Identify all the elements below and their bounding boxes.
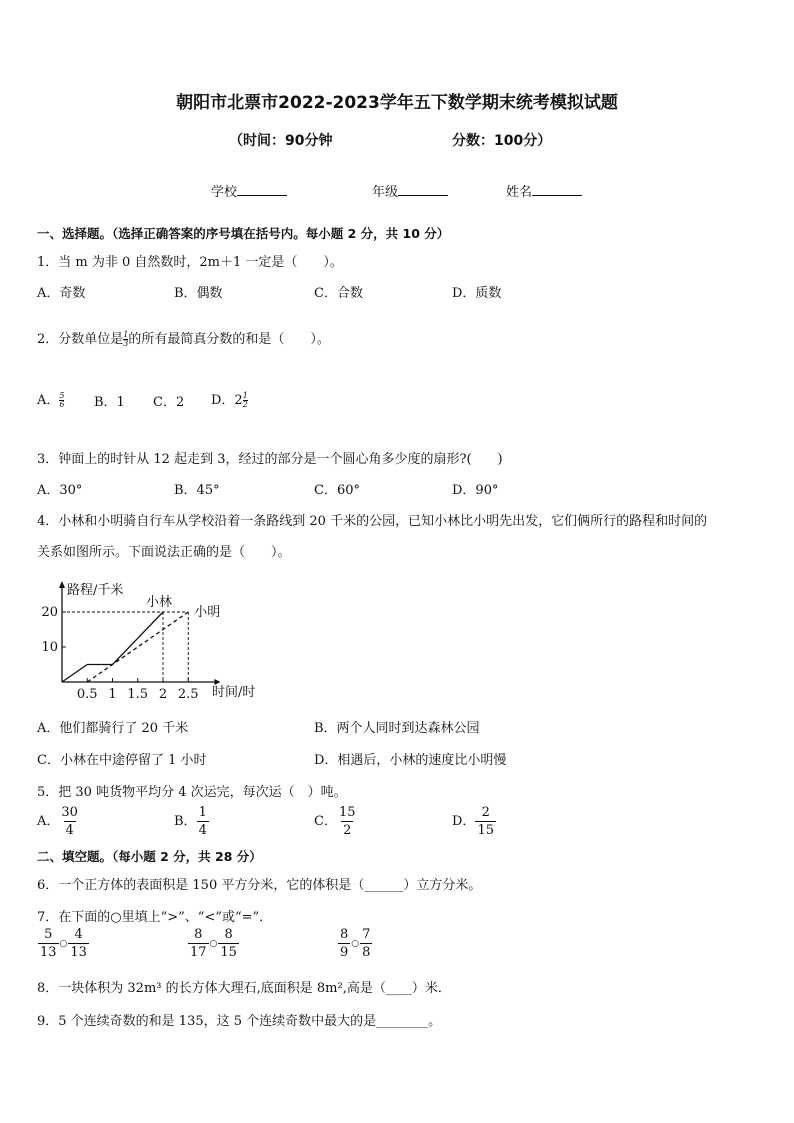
q5-stem: 5．把 30 吨货物平均分 4 次运完，每次运（ ）吨。: [37, 785, 347, 800]
x-axis-label: 时间/时: [212, 685, 256, 700]
q7-pair3-circle[interactable]: ○: [351, 938, 360, 949]
q9-stem: 9．5 个连续奇数的和是 135，这 5 个连续奇数中最大的是________。: [37, 1014, 442, 1029]
school-field[interactable]: [211, 181, 287, 200]
section1-heading: 一、选择题。（选择正确答案的序号填在括号内。每小题 2 分，共 10 分）: [37, 226, 450, 241]
series-label-xiaolin: 小林: [145, 595, 173, 610]
q5-option-d[interactable]: [452, 806, 496, 837]
school-blank[interactable]: [237, 183, 287, 196]
q7-pair1-right-num: 4: [74, 927, 83, 942]
grade-label: 年级: [372, 185, 399, 200]
q5-option-c-den: 2: [343, 823, 352, 838]
q5-option-c[interactable]: [314, 806, 358, 837]
q3-option-d[interactable]: D．90°: [452, 483, 499, 498]
q2-stem: [37, 328, 330, 348]
name-blank[interactable]: [532, 183, 582, 196]
q2-option-a-fraction: [59, 392, 64, 409]
q2-option-d-num: 1: [242, 391, 248, 400]
q7-pair1-left-den: 13: [40, 945, 57, 960]
page-title: 朝阳市北票市2022-2023学年五下数学期末统考模拟试题: [176, 93, 618, 113]
q4-option-d[interactable]: D．相遇后，小林的速度比小明慢: [314, 753, 507, 768]
q1-option-b[interactable]: B．偶数: [174, 286, 223, 301]
q2-stem-before: 2．分数单位是: [37, 332, 124, 347]
grade-field[interactable]: [372, 181, 448, 200]
q1-stem: 1．当 m 为非 0 自然数时，2m＋1 一定是（ ）。: [37, 255, 343, 270]
q5-option-a-num: 30: [61, 805, 78, 820]
q4-option-c[interactable]: C．小林在中途停留了 1 小时: [37, 753, 207, 768]
q4-option-a[interactable]: A．他们都骑行了 20 千米: [37, 721, 189, 736]
q4-distance-time-chart: [36, 578, 276, 703]
name-label: 姓名: [506, 185, 533, 200]
x-tick-label-1: 1: [108, 687, 117, 702]
grade-blank[interactable]: [398, 183, 448, 196]
q7-compare-1[interactable]: [38, 928, 89, 959]
q5-option-a-fraction: [59, 806, 80, 837]
q7-pair2-right-num: 8: [224, 927, 233, 942]
x-tick-label-0: 0.5: [76, 687, 98, 702]
q4-stem-line1: 4．小林和小明骑自行车从学校沿着一条路线到 20 千米的公园，已知小林比小明先出发，它们俩所行的路程和时间的: [37, 514, 708, 529]
q5-option-a[interactable]: [37, 806, 80, 837]
q5-option-a-den: 4: [65, 823, 74, 838]
q5-option-a-label: A．: [37, 814, 60, 829]
section2-heading: 二、填空题。（每小题 2 分，共 28 分）: [37, 849, 262, 864]
q3-option-c[interactable]: C．60°: [314, 483, 360, 498]
q7-pair2-right: [218, 928, 239, 959]
q5-option-b-num: 1: [198, 805, 207, 820]
q5-option-d-label: D．: [452, 814, 476, 829]
q7-pair2-left-num: 8: [194, 927, 203, 942]
q7-pair2-left-den: 17: [190, 945, 207, 960]
q6-stem: 6．一个正方体的表面积是 150 平方分米，它的体积是（______）立方分米。: [37, 878, 482, 893]
q7-stem: 7．在下面的○里填上“>”、“<”或“=”．: [37, 910, 273, 925]
q7-pair2-left: [188, 928, 209, 959]
q2-option-d[interactable]: [211, 389, 248, 409]
exam-time: （时间：90分钟: [229, 133, 333, 149]
q5-option-b-label: B．: [174, 814, 197, 829]
q3-stem: 3．钟面上的时针从 12 起走到 3，经过的部分是一个圆心角多少度的扇形?( ): [37, 452, 503, 467]
exam-score: 分数：100分）: [452, 133, 552, 149]
name-field[interactable]: [506, 181, 582, 200]
q2-option-d-label: D．2: [211, 393, 243, 408]
q4-option-b[interactable]: B．两个人同时到达森林公园: [314, 721, 480, 736]
q2-option-d-den: 2: [242, 400, 248, 409]
q7-compare-3[interactable]: [338, 928, 372, 959]
q2-option-a[interactable]: [37, 389, 64, 409]
q7-pair1-right: [68, 928, 89, 959]
q5-option-c-num: 15: [338, 805, 356, 820]
y-axis-label: 路程/千米: [67, 583, 124, 598]
series-line-xiaoming: [87, 612, 188, 682]
q7-pair3-right-den: 8: [362, 945, 371, 960]
q2-unit-den: 3: [123, 339, 129, 348]
q5-option-b[interactable]: [174, 806, 209, 837]
y-tick-label-1: 20: [41, 605, 58, 620]
q5-option-c-label: C．: [314, 814, 337, 829]
x-tick-label-4: 2.5: [177, 687, 199, 702]
q7-pair3-right: [360, 928, 372, 959]
q7-pair3-left: [338, 928, 350, 959]
q2-stem-after: 的所有最简真分数的和是（ ）。: [128, 332, 330, 347]
q7-pair2-circle[interactable]: ○: [209, 938, 218, 949]
q2-option-a-label: A．: [37, 393, 60, 408]
q1-option-c[interactable]: C．合数: [314, 286, 363, 301]
q1-option-a[interactable]: A．奇数: [37, 286, 86, 301]
q7-pair1-circle[interactable]: ○: [59, 938, 68, 949]
y-axis-arrow: [59, 581, 65, 588]
q7-compare-2[interactable]: [188, 928, 239, 959]
series-line-xiaolin: [62, 612, 163, 682]
q7-pair3-left-num: 8: [340, 927, 349, 942]
q1-option-d[interactable]: D．质数: [452, 286, 502, 301]
q7-pair3-right-num: 7: [362, 927, 371, 942]
q2-option-d-fraction: [243, 392, 248, 409]
q2-option-a-num: 5: [59, 391, 65, 400]
q5-option-d-fraction: [475, 806, 496, 837]
q2-option-b[interactable]: B．1: [94, 395, 125, 410]
q2-option-a-den: 6: [59, 400, 65, 409]
q7-pair1-left: [38, 928, 59, 959]
q5-option-c-fraction: [337, 806, 358, 837]
q7-pair1-left-num: 5: [44, 927, 53, 942]
q8-stem: 8．一块体积为 32m³ 的长方体大理石,底面积是 8m²,高是（____）米．: [37, 981, 451, 996]
q5-option-d-num: 2: [481, 805, 490, 820]
series-label-xiaoming: 小明: [194, 605, 221, 620]
q4-stem-line2: 关系如图所示。下面说法正确的是（ ）。: [37, 545, 291, 560]
q3-option-b[interactable]: B．45°: [174, 483, 220, 498]
q5-option-d-den: 15: [477, 823, 494, 838]
school-label: 学校: [211, 185, 238, 200]
q7-pair3-left-den: 9: [340, 945, 349, 960]
q5-option-b-den: 4: [198, 823, 207, 838]
q3-option-a[interactable]: A．30°: [37, 483, 83, 498]
q2-unit-num: 1: [123, 330, 129, 339]
q7-pair1-right-den: 13: [70, 945, 87, 960]
q2-option-c[interactable]: C．2: [153, 395, 185, 410]
x-tick-label-3: 2: [158, 687, 168, 702]
x-tick-label-2: 1.5: [127, 687, 149, 702]
q7-pair2-right-den: 15: [220, 945, 237, 960]
q5-option-b-fraction: [197, 806, 209, 837]
y-tick-label-0: 10: [41, 640, 58, 655]
